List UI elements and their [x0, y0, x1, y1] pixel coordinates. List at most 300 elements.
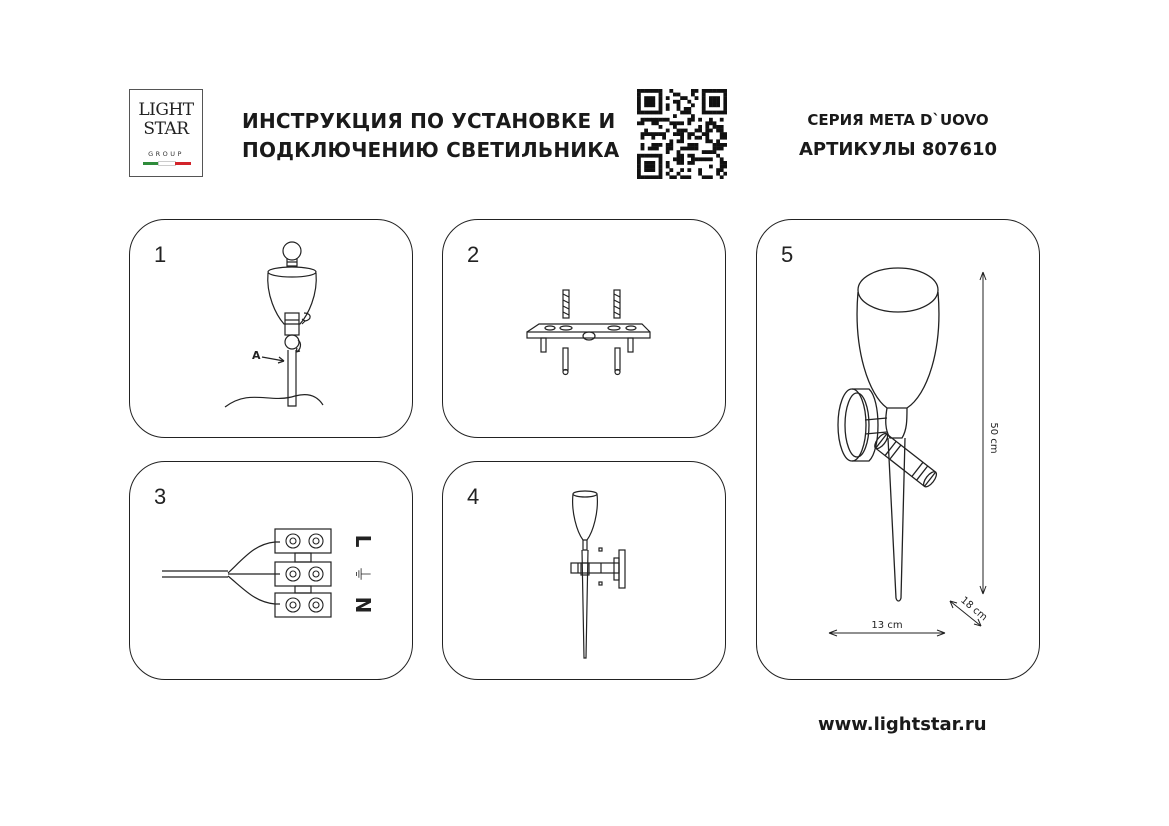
- qr-module: [659, 118, 663, 122]
- qr-module: [644, 96, 648, 100]
- qr-module: [659, 168, 663, 172]
- qr-module: [637, 175, 641, 179]
- qr-module: [720, 89, 724, 93]
- qr-module: [641, 143, 645, 147]
- qr-module: [644, 175, 648, 179]
- qr-module: [659, 165, 663, 169]
- qr-module: [713, 96, 717, 100]
- qr-module: [637, 168, 641, 172]
- qr-module: [680, 154, 684, 158]
- qr-module: [720, 161, 724, 165]
- qr-module: [637, 165, 641, 169]
- qr-module: [651, 96, 655, 100]
- qr-module: [677, 150, 681, 154]
- qr-module: [702, 93, 706, 97]
- qr-module: [702, 175, 706, 179]
- qr-module: [644, 100, 648, 104]
- qr-module: [698, 118, 702, 122]
- qr-module: [720, 165, 724, 169]
- qr-module: [648, 100, 652, 104]
- qr-module: [691, 161, 695, 165]
- qr-module: [655, 89, 659, 93]
- qr-module: [709, 103, 713, 107]
- qr-module: [641, 111, 645, 115]
- qr-module: [702, 96, 706, 100]
- qr-module: [716, 147, 720, 151]
- qr-module: [720, 118, 724, 122]
- qr-module: [691, 147, 695, 151]
- qr-module: [666, 165, 670, 169]
- qr-module: [637, 111, 641, 115]
- qr-module: [709, 96, 713, 100]
- qr-module: [713, 125, 717, 129]
- qr-module: [684, 111, 688, 115]
- qr-module: [637, 96, 641, 100]
- qr-module: [691, 154, 695, 158]
- qr-module: [687, 121, 691, 125]
- title-line-2: ПОДКЛЮЧЕНИЮ СВЕТИЛЬНИКА: [242, 138, 620, 162]
- qr-module: [723, 136, 727, 140]
- qr-module: [677, 93, 681, 97]
- qr-module: [648, 111, 652, 115]
- step-number: 5: [781, 242, 794, 267]
- qr-module: [644, 89, 648, 93]
- qr-module: [651, 100, 655, 104]
- qr-module: [655, 154, 659, 158]
- qr-module: [666, 129, 670, 133]
- website-link[interactable]: www.lightstar.ru: [818, 714, 987, 735]
- qr-module: [680, 96, 684, 100]
- qr-module: [648, 132, 652, 136]
- qr-module: [669, 175, 673, 179]
- qr-module: [648, 154, 652, 158]
- series-info: [770, 106, 1026, 164]
- qr-module: [691, 93, 695, 97]
- qr-module: [673, 157, 677, 161]
- qr-module: [691, 118, 695, 122]
- qr-module: [666, 161, 670, 165]
- qr-module: [659, 100, 663, 104]
- qr-module: [705, 136, 709, 140]
- terminal-n-label: N: [351, 596, 375, 614]
- qr-module: [709, 150, 713, 154]
- wiring-diagram: [130, 462, 414, 681]
- step-2-panel: [442, 219, 726, 438]
- qr-module: [651, 89, 655, 93]
- qr-module: [644, 165, 648, 169]
- qr-module: [687, 100, 691, 104]
- qr-module: [651, 118, 655, 122]
- qr-module: [655, 111, 659, 115]
- qr-module: [687, 175, 691, 179]
- wall-mounting-illustration: [443, 462, 727, 681]
- qr-module: [637, 172, 641, 176]
- qr-module: [720, 147, 724, 151]
- qr-module: [698, 172, 702, 176]
- qr-module: [655, 132, 659, 136]
- qr-module: [648, 147, 652, 151]
- qr-module: [702, 111, 706, 115]
- step-number: 2: [467, 242, 480, 267]
- qr-module: [669, 121, 673, 125]
- qr-module: [651, 168, 655, 172]
- qr-module: [680, 139, 684, 143]
- qr-module: [641, 89, 645, 93]
- qr-module: [687, 118, 691, 122]
- qr-module: [716, 96, 720, 100]
- qr-module: [641, 154, 645, 158]
- qr-module: [666, 147, 670, 151]
- qr-module: [716, 129, 720, 133]
- qr-module: [662, 136, 666, 140]
- qr-module: [709, 157, 713, 161]
- qr-module: [666, 107, 670, 111]
- qr-module: [677, 161, 681, 165]
- qr-module: [705, 157, 709, 161]
- qr-module: [684, 96, 688, 100]
- qr-module: [659, 172, 663, 176]
- qr-module: [687, 136, 691, 140]
- terminal-l-label: L: [351, 534, 375, 548]
- qr-module: [637, 103, 641, 107]
- qr-module: [644, 154, 648, 158]
- lightstar-logo: [129, 89, 203, 177]
- qr-module: [684, 129, 688, 133]
- qr-module: [695, 96, 699, 100]
- qr-module: [720, 132, 724, 136]
- qr-module: [673, 114, 677, 118]
- qr-module: [691, 143, 695, 147]
- qr-module: [691, 114, 695, 118]
- height-dimension-label: 50 cm: [988, 422, 999, 454]
- qr-module: [716, 89, 720, 93]
- qr-module: [705, 129, 709, 133]
- qr-module: [680, 168, 684, 172]
- qr-module: [713, 121, 717, 125]
- qr-module: [659, 107, 663, 111]
- qr-module: [709, 165, 713, 169]
- qr-module: [651, 154, 655, 158]
- qr-module: [720, 157, 724, 161]
- qr-module: [720, 136, 724, 140]
- qr-module: [637, 157, 641, 161]
- qr-module: [687, 132, 691, 136]
- qr-module: [705, 139, 709, 143]
- qr-module: [716, 154, 720, 158]
- qr-module: [695, 143, 699, 147]
- qr-module: [644, 118, 648, 122]
- qr-module: [680, 121, 684, 125]
- qr-module: [709, 121, 713, 125]
- qr-module: [698, 168, 702, 172]
- series-name: СЕРИЯ META D`UOVO: [807, 111, 989, 129]
- callout-label-a: A: [252, 349, 261, 362]
- qr-module: [709, 118, 713, 122]
- qr-module: [723, 107, 727, 111]
- qr-module: [713, 103, 717, 107]
- qr-module: [723, 165, 727, 169]
- qr-code-icon: [637, 89, 727, 179]
- qr-module: [716, 143, 720, 147]
- qr-module: [669, 139, 673, 143]
- qr-module: [723, 96, 727, 100]
- qr-module: [644, 168, 648, 172]
- qr-module: [651, 132, 655, 136]
- qr-module: [723, 103, 727, 107]
- qr-module: [666, 172, 670, 176]
- qr-module: [705, 89, 709, 93]
- qr-module: [709, 139, 713, 143]
- qr-module: [709, 175, 713, 179]
- qr-module: [720, 175, 724, 179]
- qr-module: [648, 165, 652, 169]
- qr-module: [659, 154, 663, 158]
- qr-module: [637, 107, 641, 111]
- qr-module: [716, 100, 720, 104]
- qr-module: [702, 103, 706, 107]
- qr-module: [723, 111, 727, 115]
- qr-module: [702, 89, 706, 93]
- qr-module: [669, 147, 673, 151]
- qr-module: [687, 161, 691, 165]
- qr-module: [651, 136, 655, 140]
- qr-module: [648, 118, 652, 122]
- qr-module: [680, 111, 684, 115]
- qr-module: [716, 139, 720, 143]
- qr-module: [648, 89, 652, 93]
- qr-module: [723, 161, 727, 165]
- qr-module: [644, 111, 648, 115]
- qr-module: [680, 136, 684, 140]
- qr-module: [716, 125, 720, 129]
- qr-module: [720, 129, 724, 133]
- qr-module: [713, 89, 717, 93]
- bulb-insertion-illustration: [130, 220, 414, 439]
- step-3-panel: [129, 461, 413, 680]
- qr-module: [723, 132, 727, 136]
- qr-module: [651, 143, 655, 147]
- qr-module: [673, 121, 677, 125]
- qr-module: [641, 147, 645, 151]
- qr-module: [680, 132, 684, 136]
- qr-module: [709, 111, 713, 115]
- qr-module: [723, 143, 727, 147]
- qr-module: [687, 154, 691, 158]
- qr-module: [655, 118, 659, 122]
- qr-module: [659, 89, 663, 93]
- qr-module: [655, 143, 659, 147]
- qr-module: [687, 107, 691, 111]
- qr-module: [705, 121, 709, 125]
- qr-module: [651, 175, 655, 179]
- qr-module: [655, 121, 659, 125]
- qr-module: [651, 121, 655, 125]
- qr-module: [716, 172, 720, 176]
- qr-module: [669, 143, 673, 147]
- qr-module: [648, 103, 652, 107]
- qr-module: [641, 132, 645, 136]
- qr-module: [723, 93, 727, 97]
- qr-module: [702, 100, 706, 104]
- qr-module: [680, 129, 684, 133]
- qr-module: [637, 161, 641, 165]
- qr-module: [695, 136, 699, 140]
- italian-flag-stripe: [143, 162, 191, 165]
- width-dimension-label: 13 cm: [871, 620, 903, 631]
- terminal-ground-label: ⏚: [351, 565, 372, 583]
- qr-module: [705, 175, 709, 179]
- qr-module: [723, 89, 727, 93]
- step-4-panel: [442, 461, 726, 680]
- qr-module: [651, 103, 655, 107]
- qr-module: [677, 100, 681, 104]
- qr-module: [713, 147, 717, 151]
- qr-module: [666, 143, 670, 147]
- qr-module: [698, 157, 702, 161]
- qr-module: [677, 121, 681, 125]
- qr-module: [659, 143, 663, 147]
- qr-module: [655, 175, 659, 179]
- qr-module: [691, 157, 695, 161]
- qr-module: [720, 111, 724, 115]
- qr-module: [641, 175, 645, 179]
- qr-module: [698, 125, 702, 129]
- qr-module: [651, 147, 655, 151]
- logo-line-group: GROUP: [148, 150, 184, 158]
- qr-module: [702, 150, 706, 154]
- qr-module: [677, 107, 681, 111]
- qr-module: [684, 107, 688, 111]
- qr-module: [723, 100, 727, 104]
- qr-module: [684, 175, 688, 179]
- qr-module: [637, 121, 641, 125]
- qr-module: [709, 89, 713, 93]
- qr-module: [651, 111, 655, 115]
- qr-module: [677, 157, 681, 161]
- qr-module: [705, 125, 709, 129]
- qr-module: [673, 100, 677, 104]
- qr-module: [680, 147, 684, 151]
- qr-module: [637, 89, 641, 93]
- qr-module: [680, 161, 684, 165]
- qr-module: [659, 157, 663, 161]
- qr-module: [709, 100, 713, 104]
- qr-module: [673, 93, 677, 97]
- qr-module: [662, 132, 666, 136]
- qr-module: [713, 150, 717, 154]
- qr-module: [659, 93, 663, 97]
- qr-module: [687, 168, 691, 172]
- qr-module: [648, 161, 652, 165]
- step-1-panel: [129, 219, 413, 438]
- qr-module: [716, 103, 720, 107]
- qr-module: [677, 103, 681, 107]
- qr-module: [705, 111, 709, 115]
- qr-module: [680, 175, 684, 179]
- step-number: 4: [467, 484, 480, 509]
- qr-module: [666, 103, 670, 107]
- qr-module: [691, 132, 695, 136]
- qr-module: [673, 125, 677, 129]
- qr-module: [666, 150, 670, 154]
- qr-module: [673, 132, 677, 136]
- qr-module: [666, 118, 670, 122]
- qr-module: [713, 111, 717, 115]
- qr-module: [659, 132, 663, 136]
- qr-module: [691, 103, 695, 107]
- qr-module: [641, 136, 645, 140]
- qr-module: [713, 143, 717, 147]
- qr-module: [680, 157, 684, 161]
- qr-module: [720, 125, 724, 129]
- qr-module: [641, 121, 645, 125]
- step-5-panel: [756, 219, 1040, 680]
- qr-module: [723, 172, 727, 176]
- qr-module: [684, 147, 688, 151]
- qr-module: [669, 168, 673, 172]
- qr-module: [648, 168, 652, 172]
- qr-module: [677, 154, 681, 158]
- qr-module: [648, 96, 652, 100]
- qr-module: [673, 175, 677, 179]
- qr-module: [698, 129, 702, 133]
- qr-module: [655, 147, 659, 151]
- qr-module: [651, 165, 655, 169]
- qr-module: [677, 132, 681, 136]
- qr-module: [677, 129, 681, 133]
- qr-module: [716, 168, 720, 172]
- qr-module: [677, 172, 681, 176]
- qr-module: [637, 93, 641, 97]
- qr-module: [644, 132, 648, 136]
- qr-module: [644, 129, 648, 133]
- qr-module: [702, 107, 706, 111]
- qr-module: [698, 136, 702, 140]
- qr-module: [716, 111, 720, 115]
- qr-module: [648, 175, 652, 179]
- qr-module: [705, 132, 709, 136]
- qr-module: [666, 96, 670, 100]
- article-number: АРТИКУЛЫ 807610: [798, 139, 998, 160]
- page-title: [242, 107, 619, 165]
- qr-module: [669, 89, 673, 93]
- qr-module: [677, 139, 681, 143]
- qr-module: [662, 118, 666, 122]
- qr-module: [659, 96, 663, 100]
- depth-dimension-label: 18 cm: [958, 594, 990, 624]
- qr-module: [695, 129, 699, 133]
- qr-module: [702, 132, 706, 136]
- qr-module: [659, 175, 663, 179]
- qr-module: [691, 89, 695, 93]
- qr-module: [687, 147, 691, 151]
- dimensions-illustration: [757, 220, 1041, 681]
- qr-module: [651, 161, 655, 165]
- qr-module: [695, 147, 699, 151]
- qr-module: [687, 143, 691, 147]
- qr-module: [637, 100, 641, 104]
- qr-module: [637, 154, 641, 158]
- qr-module: [720, 143, 724, 147]
- qr-module: [659, 125, 663, 129]
- qr-module: [659, 103, 663, 107]
- qr-module: [713, 100, 717, 104]
- qr-module: [705, 150, 709, 154]
- logo-line-star: STAR: [143, 119, 189, 139]
- qr-module: [702, 157, 706, 161]
- qr-module: [709, 129, 713, 133]
- qr-module: [659, 161, 663, 165]
